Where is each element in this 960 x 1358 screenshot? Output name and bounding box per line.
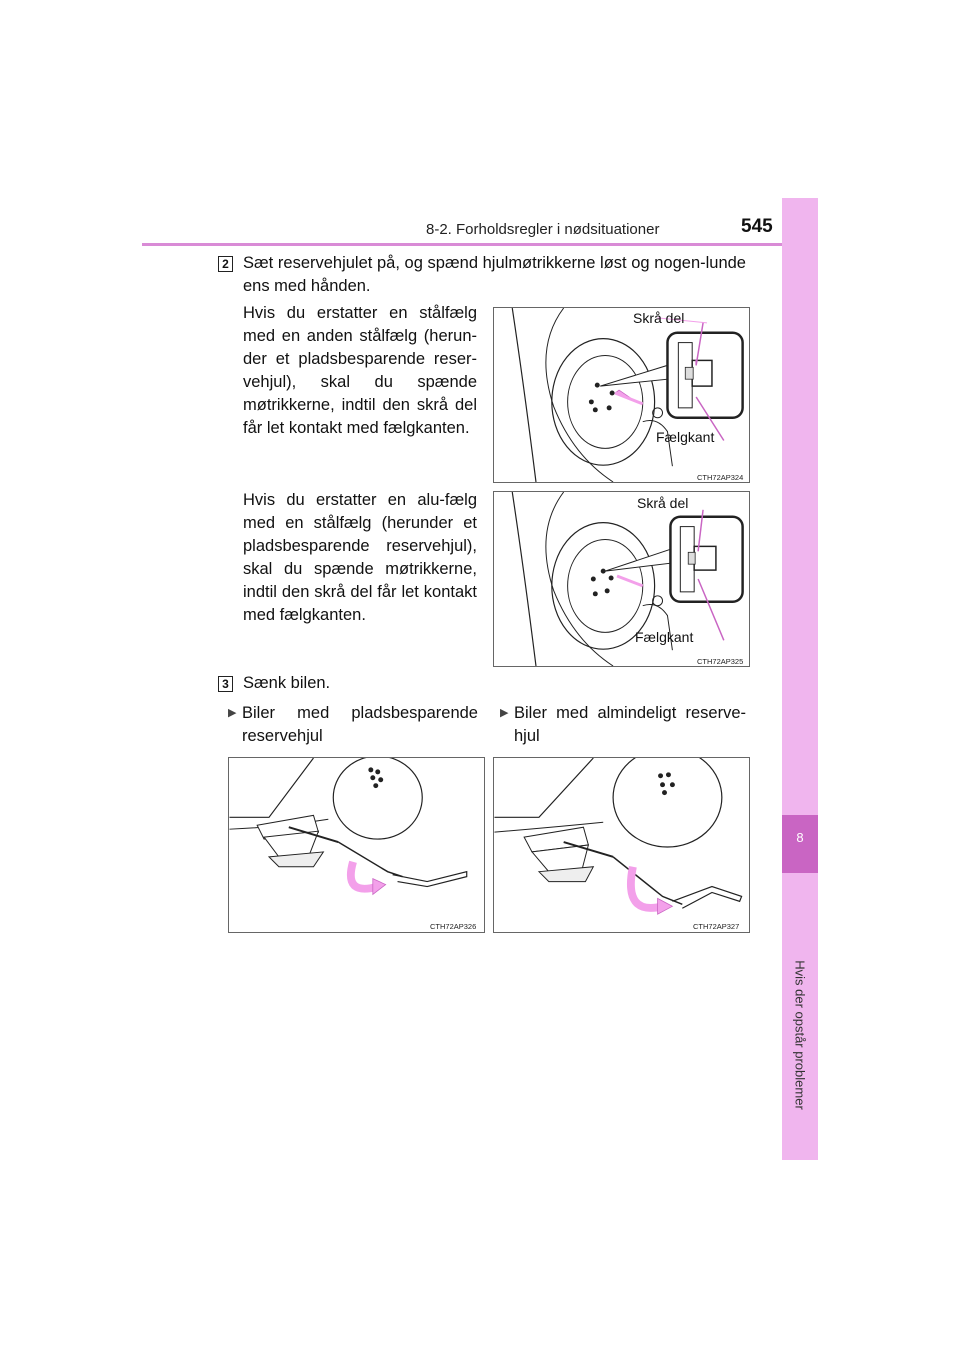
figure-code-1: CTH72AP324: [697, 473, 744, 482]
bullet-compact-spare-text: Biler med pladsbesparende reservehjul: [242, 704, 478, 745]
bullet-regular-spare: [500, 702, 746, 748]
bullet-regular-spare-text: Biler med almindeligt reserve-hjul: [514, 704, 746, 745]
figure-lower-car-compact-spare: [228, 757, 485, 933]
callout-tapered-part-1: Skrå del: [633, 310, 685, 326]
chapter-title: Hvis der opstår problemer: [792, 960, 808, 1110]
wheel-nut-illustration-alu: [494, 492, 749, 666]
header-divider: [142, 243, 818, 246]
step-number-3: 3: [218, 676, 233, 692]
jack-illustration-regular: [494, 758, 749, 932]
step2-alu-note: Hvis du erstatter en alu-fælg med en stålfælg (herunder et pladsbesparende reservehjul), skal du spænde møtrikkerne, indtil den skrå del får let kontakt med fælgkanten.: [243, 491, 477, 624]
step3-instruction: Sænk bilen.: [243, 674, 331, 692]
figure-steel-rim-nut: [493, 307, 750, 483]
step2-steel-note: Hvis du erstatter en stålfælg med en anden stålfælg (herun-der et pladsbesparende reser-vehjul), skal du spænde møtrikkerne, indtil den skrå del får let kontakt med fælgkanten.: [243, 304, 477, 437]
jack-illustration-compact: [229, 758, 484, 932]
figure-code-2: CTH72AP325: [697, 657, 744, 666]
page-number: 545: [741, 216, 773, 237]
chapter-number: 8: [796, 830, 804, 845]
wheel-nut-illustration: [494, 308, 749, 482]
callout-rim-edge-2: Fælgkant: [635, 629, 694, 645]
bullet-compact-spare: [228, 702, 478, 748]
step2-instruction: Sæt reservehjulet på, og spænd hjulmøtrikkerne løst og nogen-lunde ens med hånden.: [243, 254, 746, 295]
figure-code-3: CTH72AP326: [430, 922, 477, 931]
callout-tapered-part-2: Skrå del: [637, 495, 689, 511]
figure-lower-car-regular-spare: [493, 757, 750, 933]
figure-code-4: CTH72AP327: [693, 922, 740, 931]
bullet-triangle-icon: ▶: [500, 707, 509, 719]
callout-rim-edge-1: Fælgkant: [656, 429, 715, 445]
step-number-2: 2: [218, 256, 233, 272]
figure-alu-rim-nut: [493, 491, 750, 667]
header-section-title: 8-2. Forholdsregler i nødsituationer: [426, 221, 660, 238]
bullet-triangle-icon: ▶: [228, 707, 237, 719]
